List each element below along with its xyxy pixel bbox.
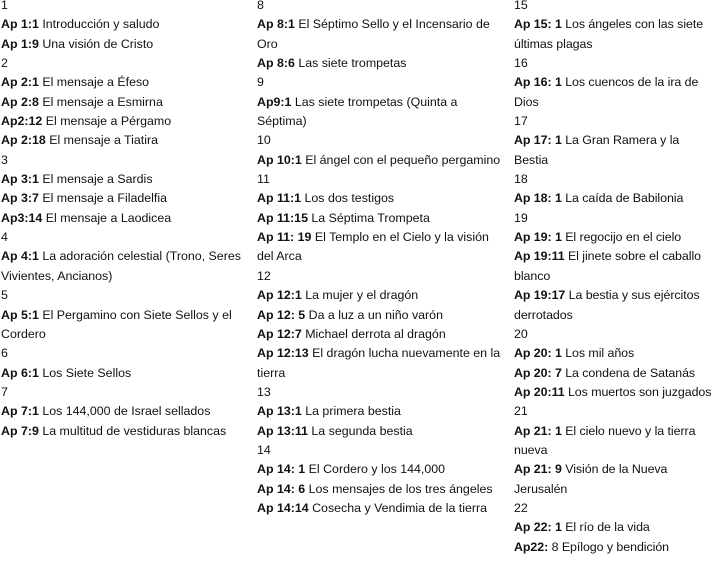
section-title: El mensaje a Sardis [38,172,153,187]
outline-entry[interactable] [257,15,502,54]
outline-entry[interactable] [257,93,502,132]
section-title: Una visión de Cristo [38,36,154,51]
verse-reference: Ap 6:1 [1,365,39,380]
outline-entry[interactable] [257,151,502,170]
section-title: El Pergamino con Siete Sellos y el Cordero [1,307,232,341]
chapter-number: 5 [1,288,8,303]
section-title: El regocijo en el cielo [561,230,682,245]
section-title: La caída de Babilonia [561,191,684,206]
section-title: El Séptimo Sello y el Incensario de Oro [257,17,490,51]
section-title: El mensaje a Éfeso [38,75,150,90]
verse-reference: Ap9:1 [257,94,292,109]
verse-reference: Ap 16: 1 [514,75,562,90]
outline-entry[interactable] [257,344,502,383]
section-title: Cosecha y Vendimia de la tierra [308,500,488,515]
chapter-number: 1 [1,0,8,12]
verse-reference: Ap 21: 1 [514,423,562,438]
verse-reference: Ap 2:8 [1,94,39,109]
outline-entry[interactable] [514,15,713,54]
verse-reference: Ap 3:1 [1,172,39,187]
section-title: Los mensajes de los tres ángeles [305,481,493,496]
outline-entry[interactable] [514,383,713,402]
section-title: Introducción y saludo [38,17,160,32]
section-title: Los mil años [561,346,635,361]
verse-reference: Ap 21: 9 [514,462,562,477]
section-title: El dragón lucha nuevamente en la tierra [257,346,501,380]
chapter-number: 4 [1,230,8,245]
outline-entry[interactable] [1,402,246,421]
verse-reference: Ap 10:1 [257,152,302,167]
verse-reference: Ap2:12 [1,114,43,129]
chapter-number: 22 [514,500,528,515]
outline-entry[interactable] [514,228,713,247]
section-title: La adoración celestial (Trono, Seres Vivientes, Ancianos) [1,249,241,283]
outline-entry[interactable] [1,93,246,112]
section-title: Visión de la Nueva Jerusalén [514,462,668,496]
verse-reference: Ap22: [514,539,549,554]
outline-entry[interactable] [257,402,502,421]
chapter-number: 21 [514,404,528,419]
outline-entry[interactable] [514,247,713,286]
chapter-number: 20 [514,326,528,341]
outline-entry[interactable] [514,538,713,557]
outline-entry[interactable] [257,325,502,344]
outline-entry[interactable] [257,306,502,325]
verse-reference: Ap 12:1 [257,288,302,303]
verse-reference: Ap 1:9 [1,36,39,51]
chapter-number: 8 [257,0,264,12]
chapter-number: 15 [514,0,528,12]
outline-entry[interactable] [257,54,502,73]
verse-reference: Ap 11:1 [257,191,302,206]
verse-reference: Ap 7:1 [1,404,39,419]
section-title: El Cordero y los 144,000 [305,462,446,477]
section-title: La mujer y el dragón [301,288,419,303]
outline-entry[interactable] [257,422,502,441]
outline-column-3 [514,0,713,557]
section-title: Michael derrota al dragón [301,326,446,341]
outline-entry[interactable] [1,35,246,54]
section-title: Los 144,000 de Israel sellados [38,404,211,419]
verse-reference: Ap 19:11 [514,249,565,264]
section-title: El mensaje a Filadelfia [38,191,167,206]
verse-reference: Ap 12:13 [257,346,309,361]
section-title: La primera bestia [301,404,401,419]
outline-entry[interactable] [257,480,502,499]
outline-entry[interactable] [1,209,246,228]
verse-reference: Ap 19: 1 [514,230,562,245]
outline-entry[interactable] [1,364,246,383]
section-title: El mensaje a Laodicea [42,210,172,225]
section-title: Los dos testigos [301,191,395,206]
chapter-number: 14 [257,442,271,457]
section-title: Los Siete Sellos [38,365,132,380]
chapter-number: 3 [1,152,8,167]
verse-reference: Ap 13:11 [257,423,308,438]
chapter-number: 19 [514,210,528,225]
verse-reference: Ap 4:1 [1,249,39,264]
verse-reference: Ap 5:1 [1,307,39,322]
verse-reference: Ap 14:14 [257,500,309,515]
chapter-number: 18 [514,172,528,187]
section-title: El mensaje a Tiatira [45,133,159,148]
outline-entry[interactable] [514,364,713,383]
outline-entry[interactable] [257,228,502,267]
outline-entry[interactable] [514,286,713,325]
chapter-number: 13 [257,384,271,399]
outline-entry[interactable] [257,209,502,228]
outline-entry[interactable] [1,247,246,286]
outline-entry[interactable] [514,422,713,461]
chapter-number: 10 [257,133,271,148]
verse-reference: Ap 22: 1 [514,520,562,535]
verse-reference: Ap 12: 5 [257,307,306,322]
outline-entry[interactable] [257,499,502,518]
outline-entry[interactable] [514,73,713,112]
section-title: La bestia y sus ejércitos derrotados [514,288,700,322]
section-title: Los muertos son juzgados [564,384,712,399]
section-title: La Gran Ramera y la Bestia [514,133,680,167]
section-title: Los cuencos de la ira de Dios [514,75,699,109]
verse-reference: Ap 12:7 [257,326,302,341]
section-title: Da a luz a un niño varón [305,307,443,322]
outline-entry[interactable] [257,189,502,208]
outline-entry[interactable] [1,170,246,189]
verse-reference: Ap 8:1 [257,17,295,32]
verse-reference: Ap 17: 1 [514,133,562,148]
section-title: Las siete trompetas (Quinta a Séptima) [257,94,458,129]
chapter-number: 11 [257,172,270,187]
verse-reference: Ap 20:11 [514,384,565,399]
section-title: Las siete trompetas [294,56,407,71]
section-title: El mensaje a Pérgamo [42,114,172,129]
outline-entry[interactable] [514,344,713,363]
outline-entry[interactable] [1,112,246,131]
outline-entry[interactable] [514,460,713,499]
verse-reference: Ap 15: 1 [514,17,562,32]
outline-entry[interactable] [1,15,246,34]
outline-entry[interactable] [514,189,713,208]
outline-entry[interactable] [514,131,713,170]
section-title: El cielo nuevo y la tierra nueva [514,423,696,457]
section-title: 8 Epílogo y bendición [548,539,670,554]
verse-reference: Ap 14: 6 [257,481,306,496]
outline-entry[interactable] [1,189,246,208]
verse-reference: Ap 11: 19 [257,230,312,245]
verse-reference: Ap 13:1 [257,404,302,419]
chapter-number: 7 [1,384,8,399]
section-title: El ángel con el pequeño pergamino [301,152,501,167]
outline-entry[interactable] [1,131,246,150]
section-title: La segunda bestia [307,423,413,438]
section-title: El río de la vida [561,520,650,535]
chapter-number: 9 [257,75,264,90]
chapter-number: 12 [257,268,271,283]
verse-reference: Ap 8:6 [257,56,295,71]
outline-entry[interactable] [1,306,246,345]
chapter-number: 6 [1,346,8,361]
outline-entry[interactable] [514,518,713,537]
outline-entry[interactable] [257,460,502,479]
verse-reference: Ap 14: 1 [257,462,306,477]
verse-reference: Ap 11:15 [257,210,308,225]
chapter-number: 2 [1,56,8,71]
section-title: El Templo en el Cielo y la visión del Arca [257,230,489,264]
section-title: La multitud de vestiduras blancas [38,423,227,438]
verse-reference: Ap 3:7 [1,191,39,206]
outline-entry[interactable] [1,73,246,92]
verse-reference: Ap 1:1 [1,17,39,32]
verse-reference: Ap 7:9 [1,423,39,438]
outline-column-1 [1,0,246,441]
verse-reference: Ap 19:17 [514,288,566,303]
verse-reference: Ap3:14 [1,210,43,225]
outline-entry[interactable] [257,286,502,305]
section-title: Los ángeles con las siete últimas plagas [514,17,704,51]
section-title: La condena de Satanás [561,365,696,380]
section-title: El mensaje a Esmirna [38,94,163,109]
verse-reference: Ap 2:1 [1,75,39,90]
verse-reference: Ap 18: 1 [514,191,562,206]
verse-reference: Ap 2:18 [1,133,46,148]
chapter-number: 16 [514,56,528,71]
outline-entry[interactable] [1,422,246,441]
chapter-number: 17 [514,114,528,129]
section-title: La Séptima Trompeta [307,210,430,225]
verse-reference: Ap 20: 1 [514,346,562,361]
outline-column-2 [257,0,502,518]
verse-reference: Ap 20: 7 [514,365,562,380]
section-title: El jinete sobre el caballo blanco [514,249,701,283]
